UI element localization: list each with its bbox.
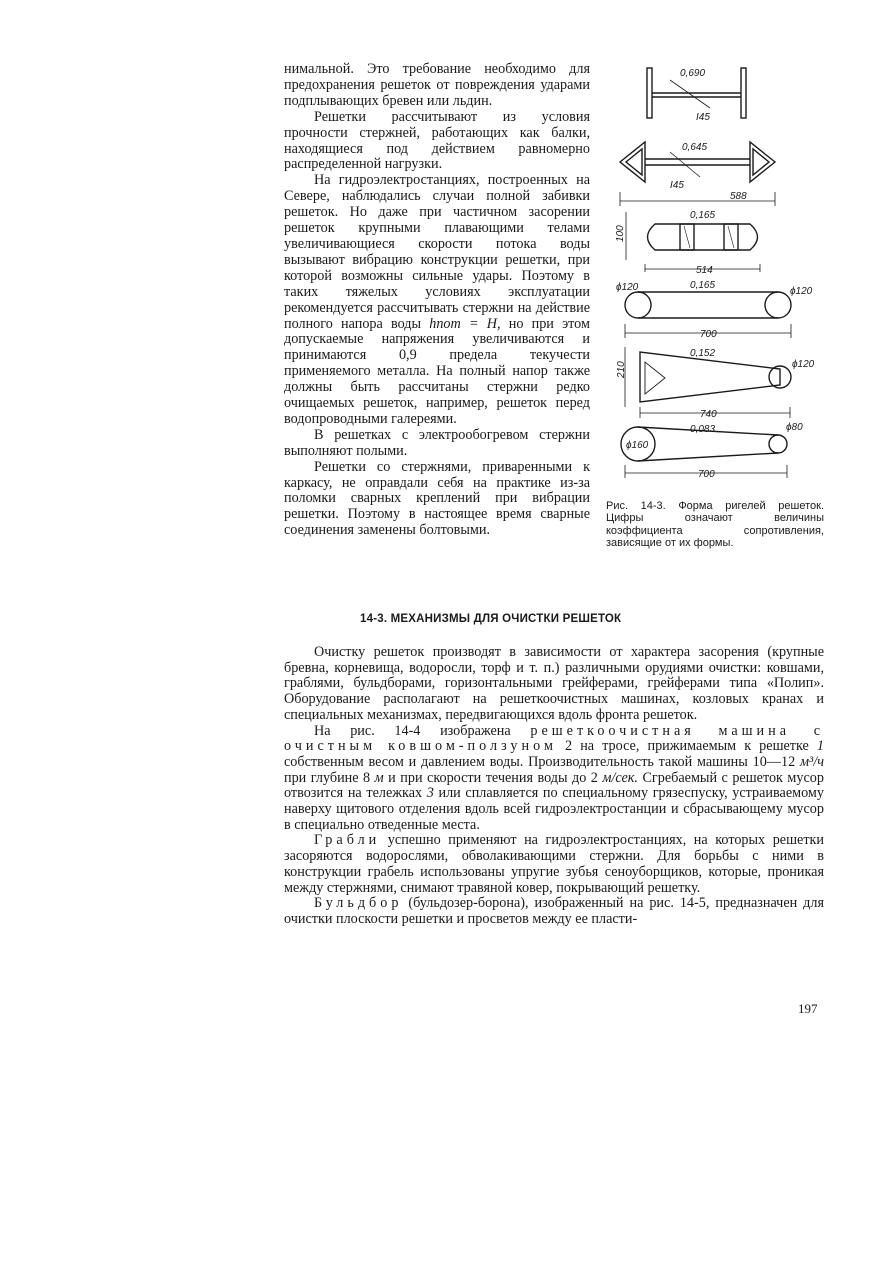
spaced-term: решеткоочистная машина с очистным ковшом-ползуном bbox=[284, 722, 824, 755]
paragraph-text: собственным весом и давлением воды. Производительность такой машины 10—12 bbox=[284, 753, 800, 770]
paragraph-text: при глубине 8 bbox=[284, 769, 375, 786]
unit: м bbox=[374, 769, 384, 786]
paragraph bbox=[284, 173, 590, 428]
label-width-2: 588 bbox=[730, 191, 747, 202]
spaced-term: Бульдбор bbox=[314, 895, 403, 912]
main-text-column bbox=[284, 645, 824, 928]
label-width-4: 700 bbox=[700, 329, 717, 340]
paragraph-text: но при этом допускаемые напряжения увеличиваются и принимаются 0,9 предела текучести применяемого металла. На полный напор также должны быть рассчитаны стержни редко очищаемых решеток, например, решеток перед водопроводными галереями. bbox=[284, 315, 590, 427]
label-coef-5: 0,152 bbox=[690, 348, 716, 359]
paragraph-text: На гидроэлектростанциях, построенных на Севере, наблюдались случаи полной забивки решеток. Но даже при частичном засорении решеток крупными плавающими телами увеличивающиеся скорости потока воды вызывают вибрацию конструкции решетки, при которой возможны сильные удары. Поэтому в таких тяжелых условиях эксплуатации рекомендуется рассчитывать стержни на действие полного напора воды bbox=[284, 172, 590, 332]
label-coef-2: 0,645 bbox=[682, 142, 708, 153]
unit: м³/ч bbox=[799, 753, 824, 770]
paragraph-text: или сплавляется по специальному грязеспуску, устраиваемому наверху щитового отделения вдоль всей гидроэлектростанции и сбрасывающему мусор в специально отведенные места. bbox=[284, 785, 824, 833]
paragraph-text: На рис. 14-4 изображена bbox=[314, 722, 531, 739]
paragraph bbox=[284, 724, 824, 834]
label-diameter-4-right: ϕ120 bbox=[790, 286, 813, 297]
unit: м/сек. bbox=[602, 769, 638, 786]
label-width-6: 700 bbox=[698, 469, 715, 480]
label-height-5: 210 bbox=[616, 361, 627, 378]
section-heading: 14-3. МЕХАНИЗМЫ ДЛЯ ОЧИСТКИ РЕШЕТОК bbox=[360, 613, 622, 625]
section-rounded-box bbox=[626, 212, 760, 272]
beam-cross-sections-drawing bbox=[600, 62, 840, 482]
label-coef-1: 0,690 bbox=[680, 68, 706, 79]
figure-ref-number: 1 bbox=[816, 738, 824, 755]
label-profile-1: I45 bbox=[696, 112, 710, 123]
label-coef-6: 0,083 bbox=[690, 424, 716, 435]
label-height-3: 100 bbox=[615, 225, 626, 242]
figure-caption: Рис. 14-3. Форма ригелей решеток. Цифры означают величины коэффициента сопротивления, зависящие от их формы. bbox=[606, 500, 824, 550]
formula: hпот = H, bbox=[429, 315, 501, 332]
paragraph-text: (бульдозер-борона), изображенный на рис. 14-5, предназначен для очистки плоскости решетки и просветов между ее пласти- bbox=[284, 895, 824, 927]
label-coef-3: 0,165 bbox=[690, 210, 716, 221]
paragraph-text: и при скорости течения воды до 2 bbox=[383, 769, 603, 786]
label-width-5: 740 bbox=[700, 409, 717, 420]
spaced-term: Грабли bbox=[314, 832, 381, 849]
label-diameter-6-left: ϕ160 bbox=[626, 440, 649, 451]
figure-14-3 bbox=[600, 62, 840, 482]
paragraph: нимальной. Это требование необходимо для предохранения решеток от повреждения ударами подплывающих бревен или льдин. bbox=[284, 61, 590, 109]
paragraph bbox=[284, 896, 824, 927]
paragraph: Очистку решеток производят в зависимости от характера засорения (крупные бревна, корневища, водоросли, торф и т. п.) различными орудиями очистки: ковшами, граблями, бульдборами, горизонтальными грейферами, грейферами типа «Полип». Оборудование располагают на решеткоочистных машинах, козловых кранах и специальных механизмах, передвигающихся вдоль фронта решеток. bbox=[284, 644, 824, 723]
page-number: 197 bbox=[798, 1001, 818, 1016]
label-diameter-4-left: ϕ120 bbox=[616, 282, 639, 293]
paragraph: Решетки со стержнями, приваренными к каркасу, не оправдали себя на практике из-за поломки сварных креплений при вибрации решетки. Поэтому в настоящее время сварные соединения заменены болтовыми. bbox=[284, 458, 590, 539]
label-profile-2: I45 bbox=[670, 180, 684, 191]
paragraph-text: успешно применяют на гидроэлектростанциях, на которых решетки засоряются водорослями, обволакивающими стержни. Для борьбы с ними в конструкции грабель использованы упругие зубья сеноуборщиков, которые, проникая между стержнями, снимают травяной ковер, покрывающий решетку. bbox=[284, 832, 824, 896]
paragraph-text: 2 на тросе, прижимаемым к решетке bbox=[556, 738, 817, 755]
paragraph bbox=[284, 833, 824, 896]
left-text-column bbox=[284, 62, 590, 539]
figure-ref-number: 3 bbox=[426, 785, 434, 802]
label-coef-4: 0,165 bbox=[690, 280, 716, 291]
paragraph: В решетках с электрообогревом стержни выполняют полыми. bbox=[284, 426, 590, 459]
label-diameter-5: ϕ120 bbox=[792, 359, 815, 370]
paragraph: Решетки рассчитывают из условия прочности стержней, работающих как балки, находящиеся под действием равномерно распределенной нагрузки. bbox=[284, 108, 590, 173]
label-diameter-6-right: ϕ80 bbox=[786, 422, 803, 433]
label-width-3: 514 bbox=[696, 265, 713, 276]
paragraph-text: Сгребаемый с решеток мусор отвозится на тележках bbox=[284, 769, 824, 802]
